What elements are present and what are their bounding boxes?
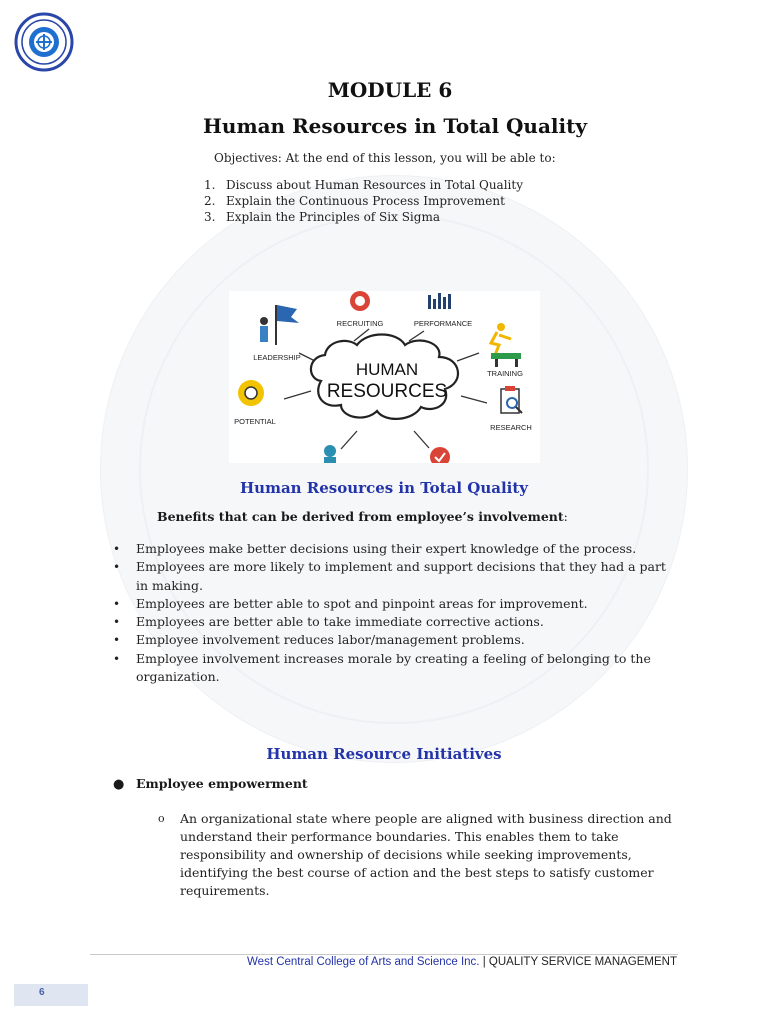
module-title: MODULE 6 <box>327 78 453 102</box>
objective-item: 3. Explain the Principles of Six Sigma <box>204 210 440 224</box>
figure-label-performance: PERFORMANCE <box>413 319 473 328</box>
footer-course: QUALITY SERVICE MANAGEMENT <box>488 956 677 968</box>
bullet-dot-icon: • <box>113 615 121 630</box>
bullet-dot-icon: • <box>113 596 121 611</box>
objectives-list <box>204 177 523 225</box>
bullet-dot-icon: ● <box>113 777 125 792</box>
figure-label-training: TRAINING <box>487 369 523 378</box>
figure-label-leadership: LEADERSHIP <box>253 353 301 362</box>
list-item: • Employees are better able to spot and pinpoint areas for improvement. <box>110 595 670 613</box>
section-heading-hr-total-quality: Human Resources in Total Quality <box>240 479 528 497</box>
list-item: • Employees are better able to take immediate corrective actions. <box>110 613 670 631</box>
bullet-dot-icon: • <box>113 560 121 575</box>
initiative-item: ● Employee empowerment <box>110 776 308 792</box>
figure-center-line1: HUMAN <box>355 360 419 379</box>
initiative-description: o An organizational state where people are aligned with business direction and understand their performance boundaries. This enables them to take responsibility and ownership of decisions while seeking improvements, identifying the best course of action and the best steps to satisfy customer requirements. <box>158 811 672 898</box>
page-number: 6 <box>39 987 45 998</box>
page-title: Human Resources in Total Quality <box>203 114 587 138</box>
college-seal-icon <box>14 12 74 72</box>
benefits-intro: Benefits that can be derived from employee’s involvement: <box>157 509 568 524</box>
figure-center-line2: RESOURCES <box>326 381 448 402</box>
footer: West Central College of Arts and Science Inc. | QUALITY SERVICE MANAGEMENT <box>247 956 677 968</box>
list-item: • Employees make better decisions using their expert knowledge of the process. <box>110 540 670 558</box>
list-item: • Employee involvement increases morale by creating a feeling of belonging to the organization. <box>113 650 651 685</box>
objective-item: 1. Discuss about Human Resources in Total Quality <box>204 178 523 192</box>
benefits-list <box>110 540 670 686</box>
footer-college: West Central College of Arts and Science Inc. <box>247 956 480 968</box>
figure-label-recruiting: RECRUITING <box>336 319 384 328</box>
bullet-dot-icon: • <box>113 651 121 666</box>
figure-label-potential: POTENTIAL <box>234 417 276 426</box>
section-heading-hr-initiatives: Human Resource Initiatives <box>266 745 502 763</box>
hollow-circle-icon: o <box>158 812 165 825</box>
list-item: • Employees are more likely to implement and support decisions that they had a part in making. <box>113 559 666 593</box>
figure-label-research: RESEARCH <box>490 423 532 432</box>
bullet-dot-icon: • <box>113 633 121 648</box>
page-number-tab <box>14 984 88 1006</box>
list-item: • Employee involvement reduces labor/management problems. <box>110 631 670 649</box>
footer-divider <box>90 954 678 955</box>
human-resources-diagram <box>229 291 540 463</box>
bullet-dot-icon: • <box>113 542 121 556</box>
objectives-intro: Objectives: At the end of this lesson, you will be able to: <box>214 151 556 165</box>
objective-item: 2. Explain the Continuous Process Improvement <box>204 194 505 208</box>
